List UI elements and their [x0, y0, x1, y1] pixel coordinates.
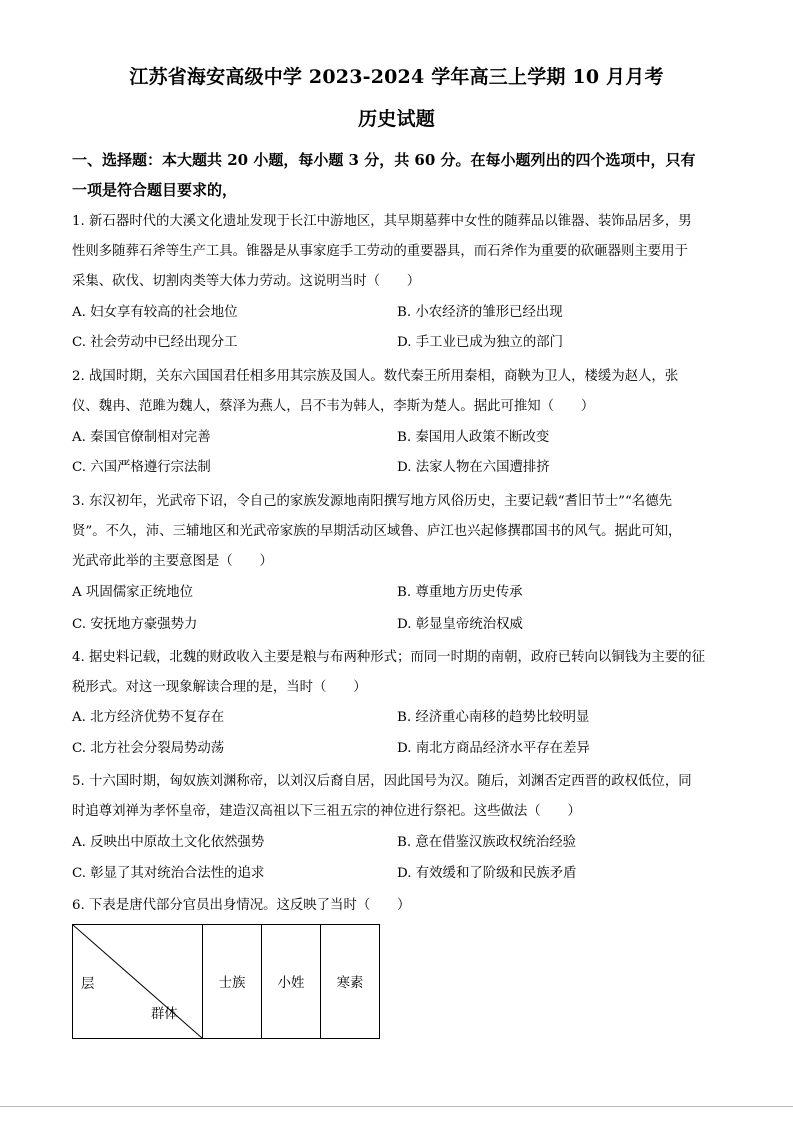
- q4-option-d[interactable]: D. 南北方商品经济水平存在差异: [397, 741, 590, 756]
- stem-line: 4. 据史料记载，北魏的财政收入主要是粮与布两种形式；而同一时期的南朝，政府已转向以铜钱为主要的征: [72, 650, 705, 665]
- question-6-stem: [72, 891, 727, 921]
- q4-option-b[interactable]: B. 经济重心南移的趋势比较明显: [397, 710, 590, 725]
- exam-subtitle: 历史试题: [358, 108, 435, 130]
- page-footer-divider: [0, 1106, 793, 1107]
- question-2-stem: [72, 362, 727, 422]
- stem-line: 6. 下表是唐代部分官员出身情况。这反映了当时（ ）: [72, 898, 411, 913]
- table-corner-cell: [73, 925, 203, 1039]
- stem-line: 采集、砍伐、切割肉类等大体力劳动。这说明当时（ ）: [72, 274, 421, 289]
- table-header-cell: 小姓: [262, 925, 321, 1039]
- question-4-stem: [72, 643, 727, 703]
- stem-line: 1. 新石器时代的大溪文化遗址发现于长江中游地区，其早期墓葬中女性的随葬品以锥器、装饰品居多，男: [72, 214, 692, 229]
- q3-option-d[interactable]: D. 彰显皇帝统治权威: [397, 617, 523, 632]
- q5-option-b[interactable]: B. 意在借鉴汉族政权统治经验: [397, 835, 577, 850]
- q2-option-b[interactable]: B. 秦国用人政策不断改变: [397, 430, 550, 445]
- stem-line: 性则多随葬石斧等生产工具。锥器是从事家庭手工劳动的重要器具，而石斧作为重要的砍砸器则主要用于: [72, 244, 688, 259]
- q2-option-d[interactable]: D. 法家人物在六国遭排挤: [397, 460, 550, 475]
- officials-origin-table: [72, 924, 380, 1039]
- stem-line: 贤”。不久，沛、三辅地区和光武帝家族的早期活动区域鲁、庐江也兴起修撰郡国书的风气。据此可知，: [72, 524, 682, 539]
- q5-option-c[interactable]: C. 彰显了其对统治合法性的追求: [72, 866, 265, 881]
- stem-line: 3. 东汉初年，光武帝下诏，令自己的家族发源地南阳撰写地方风俗历史，主要记载“耆旧节士”“名德先: [72, 494, 672, 509]
- stem-line: 仪、魏冉、范雎为魏人，蔡泽为燕人，吕不韦为韩人，李斯为楚人。据此可推知（ ）: [72, 399, 595, 414]
- q3-option-a[interactable]: A 巩固儒家正统地位: [72, 585, 194, 600]
- q1-option-c[interactable]: C. 社会劳动中已经出现分工: [72, 335, 238, 350]
- q4-option-c[interactable]: C. 北方社会分裂局势动荡: [72, 741, 225, 756]
- q1-option-a[interactable]: A. 妇女享有较高的社会地位: [72, 305, 238, 320]
- stem-line: 5. 十六国时期，匈奴族刘渊称帝，以刘汉后裔自居，因此国号为汉。随后，刘渊否定西晋的政权低位，同: [72, 774, 692, 789]
- question-5-stem: [72, 767, 727, 827]
- q5-option-a[interactable]: A. 反映出中原故土文化依然强势: [72, 835, 265, 850]
- exam-title: 江苏省海安高级中学 2023-2024 学年高三上学期 10 月月考: [129, 66, 664, 88]
- table-header-cell: 寒素: [321, 925, 380, 1039]
- q5-option-d[interactable]: D. 有效缓和了阶级和民族矛盾: [397, 866, 577, 881]
- q4-option-a[interactable]: A. 北方经济优势不复存在: [72, 710, 225, 725]
- corner-label-top: 层: [81, 977, 95, 992]
- q3-option-c[interactable]: C. 安抚地方豪强势力: [72, 617, 198, 632]
- question-1-stem: [72, 207, 727, 297]
- corner-label-bottom: 群体: [151, 1007, 178, 1022]
- table-header-cell: 士族: [203, 925, 262, 1039]
- q2-option-a[interactable]: A. 秦国官僚制相对完善: [72, 430, 211, 445]
- q3-option-b[interactable]: B. 尊重地方历史传承: [397, 585, 523, 600]
- q1-option-d[interactable]: D. 手工业已成为独立的部门: [397, 335, 564, 350]
- section-heading: [72, 145, 722, 205]
- stem-line: 2. 战国时期，关东六国国君任相多用其宗族及国人。数代秦王所用秦相，商鞅为卫人，楼缓为赵人，张: [72, 369, 679, 384]
- stem-line: 时追尊刘禅为孝怀皇帝，建造汉高祖以下三祖五宗的神位进行祭祀。这些做法（ ）: [72, 804, 581, 819]
- stem-line: 光武帝此举的主要意图是（ ）: [72, 554, 273, 569]
- section-heading-line: 一、选择题：本大题共 20 小题，每小题 3 分，共 60 分。在每小题列出的四个选项中，只有: [72, 151, 696, 169]
- table-header-row: [73, 925, 380, 1039]
- question-3-stem: [72, 487, 727, 577]
- q1-option-b[interactable]: B. 小农经济的雏形已经出现: [397, 305, 563, 320]
- q2-option-c[interactable]: C. 六国严格遵行宗法制: [72, 460, 211, 475]
- section-heading-line: 一项是符合题目要求的，: [72, 181, 238, 199]
- stem-line: 税形式。对这一现象解读合理的是，当时（ ）: [72, 680, 367, 695]
